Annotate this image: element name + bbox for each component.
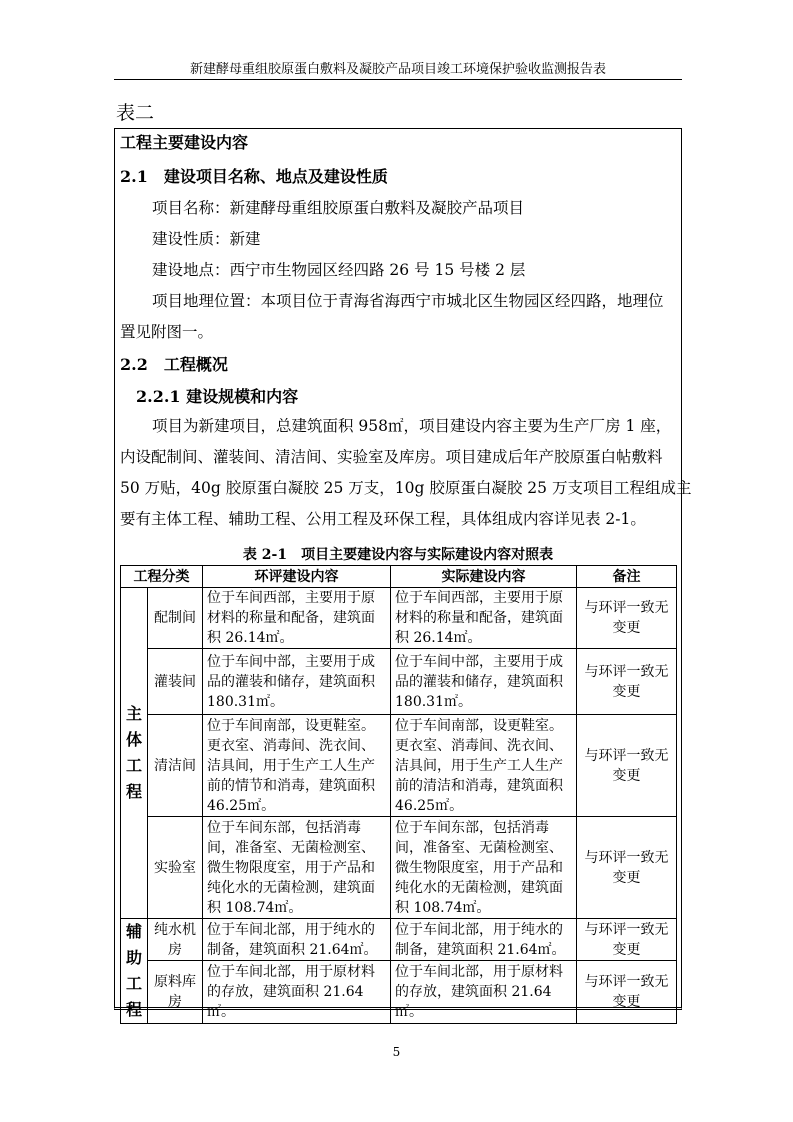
project-site: 建设地点：西宁市生物园区经四路 26 号 15 号楼 2 层 — [152, 261, 526, 279]
construction-comparison-table — [120, 565, 677, 1024]
table-row — [121, 919, 677, 961]
actual-content: 位于车间中部，主要用于成品的灌装和储存，建筑面积 180.31㎡。 — [391, 649, 577, 715]
header-category: 工程分类 — [121, 566, 203, 588]
section-2-2-1-title: 2.2.1 建设规模和内容 — [136, 387, 299, 406]
note: 与环评一致无变更 — [577, 961, 677, 1024]
header-actual: 实际建设内容 — [391, 566, 577, 588]
section-2-2-title: 2.2 工程概况 — [120, 355, 228, 374]
project-location-cont: 置见附图一。 — [120, 323, 214, 341]
actual-content: 位于车间西部，主要用于原材料的称量和配备，建筑面积 26.14㎡。 — [391, 588, 577, 649]
actual-content: 位于车间北部，用于纯水的制备，建筑面积 21.64㎡。 — [391, 919, 577, 961]
running-header: 新建酵母重组胶原蛋白敷料及凝胶产品项目竣工环境保护验收监测报告表 — [189, 62, 606, 77]
para-line: 内设配制间、灌装间、清洁间、实验室及库房。项目建成后年产胶原蛋白帖敷料 — [120, 448, 663, 466]
eia-content: 位于车间东部，包括消毒间，准备室、无菌检测室、微生物限度室，用于产品和纯化水的无菌检测，建筑面积 108.74㎡。 — [203, 817, 391, 919]
header-rule — [114, 79, 682, 80]
para-line: 50 万贴，40g 胶原蛋白凝胶 25 万支，10g 胶原蛋白凝胶 25 万支项目工程组成主 — [120, 479, 692, 497]
note: 与环评一致无变更 — [577, 919, 677, 961]
eia-content: 位于车间南部，设更鞋室。更衣室、消毒间、洗衣间、洁具间，用于生产工人生产前的情节和消毒，建筑面积 46.25㎡。 — [203, 715, 391, 817]
actual-content: 位于车间北部，用于原材料的存放，建筑面积 21.64㎡。 — [391, 961, 577, 1024]
project-nature: 建设性质：新建 — [152, 230, 261, 248]
table-row — [121, 588, 677, 649]
page-number: 5 — [392, 1045, 401, 1059]
para-line: 项目为新建项目，总建筑面积 958㎡，项目建设内容主要为生产厂房 1 座， — [152, 417, 672, 435]
eia-content: 位于车间北部，用于纯水的制备，建筑面积 21.64㎡。 — [203, 919, 391, 961]
note: 与环评一致无变更 — [577, 588, 677, 649]
table-row — [121, 715, 677, 817]
header-eia: 环评建设内容 — [203, 566, 391, 588]
note: 与环评一致无变更 — [577, 649, 677, 715]
item-name: 原料库房 — [148, 961, 203, 1024]
section-2-1-title: 2.1 建设项目名称、地点及建设性质 — [120, 167, 388, 186]
item-name: 灌装间 — [148, 649, 203, 715]
table-row — [121, 961, 677, 1024]
group-auxiliary: 辅助工程 — [121, 919, 148, 1024]
group-main: 主体工程 — [121, 588, 148, 919]
note: 与环评一致无变更 — [577, 715, 677, 817]
eia-content: 位于车间北部，用于原材料的存放，建筑面积 21.64㎡。 — [203, 961, 391, 1024]
actual-content: 位于车间南部，设更鞋室。更衣室、消毒间、洗衣间、洁具间，用于生产工人生产前的清洁和消毒，建筑面积 46.25㎡。 — [391, 715, 577, 817]
table-label: 表二 — [116, 102, 155, 124]
item-name: 清洁间 — [148, 715, 203, 817]
eia-content: 位于车间中部，主要用于成品的灌装和储存，建筑面积 180.31㎡。 — [203, 649, 391, 715]
para-line: 要有主体工程、辅助工程、公用工程及环保工程，具体组成内容详见表 2-1。 — [120, 510, 646, 528]
project-name: 项目名称：新建酵母重组胶原蛋白敷料及凝胶产品项目 — [152, 199, 525, 217]
table-row — [121, 649, 677, 715]
table-row — [121, 817, 677, 919]
table-header-row — [121, 566, 677, 588]
table-caption: 表 2-1 项目主要建设内容与实际建设内容对照表 — [242, 547, 554, 563]
box-title: 工程主要建设内容 — [120, 133, 249, 152]
project-location: 项目地理位置：本项目位于青海省海西宁市城北区生物园区经四路，地理位 — [152, 292, 664, 310]
item-name: 纯水机房 — [148, 919, 203, 961]
item-name: 实验室 — [148, 817, 203, 919]
item-name: 配制间 — [148, 588, 203, 649]
header-note: 备注 — [577, 566, 677, 588]
actual-content: 位于车间东部，包括消毒间，准备室、无菌检测室、微生物限度室，用于产品和纯化水的无菌检测，建筑面积 108.74㎡。 — [391, 817, 577, 919]
eia-content: 位于车间西部，主要用于原材料的称量和配备，建筑面积 26.14㎡。 — [203, 588, 391, 649]
note: 与环评一致无变更 — [577, 817, 677, 919]
